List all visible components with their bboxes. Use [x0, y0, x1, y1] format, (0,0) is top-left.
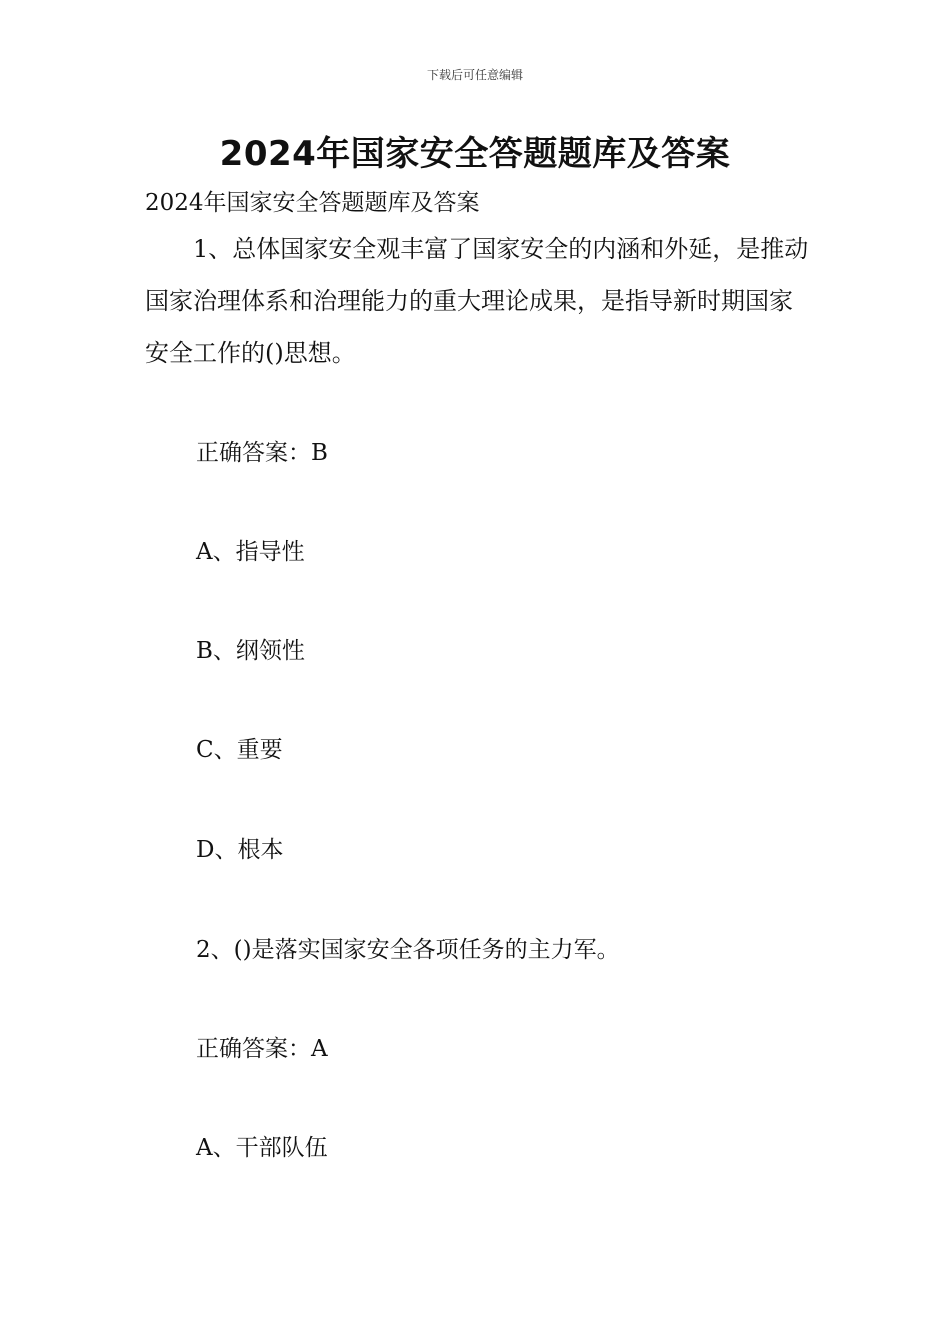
- document-subtitle: 2024年国家安全答题题库及答案: [145, 190, 480, 216]
- question-1-option-d: D、根本: [196, 837, 284, 863]
- question-2-answer: 正确答案：A: [196, 1036, 328, 1062]
- document-title: 2024年国家安全答题题库及答案: [219, 134, 731, 174]
- question-2-option-a: A、干部队伍: [196, 1135, 328, 1161]
- question-1-option-a: A、指导性: [196, 539, 305, 565]
- question-1-option-b: B、纲领性: [196, 638, 305, 664]
- question-2-text: 2、()是落实国家安全各项任务的主力军。: [196, 937, 620, 963]
- question-1-option-c: C、重要: [196, 737, 283, 763]
- question-1-text: 1、总体国家安全观丰富了国家安全的内涵和外延，是推动国家治理体系和治理能力的重大理论成果，是指导新时期国家安全工作的()思想。: [145, 235, 809, 367]
- header-note: 下载后可任意编辑: [426, 68, 523, 82]
- question-1-answer: 正确答案：B: [196, 440, 328, 466]
